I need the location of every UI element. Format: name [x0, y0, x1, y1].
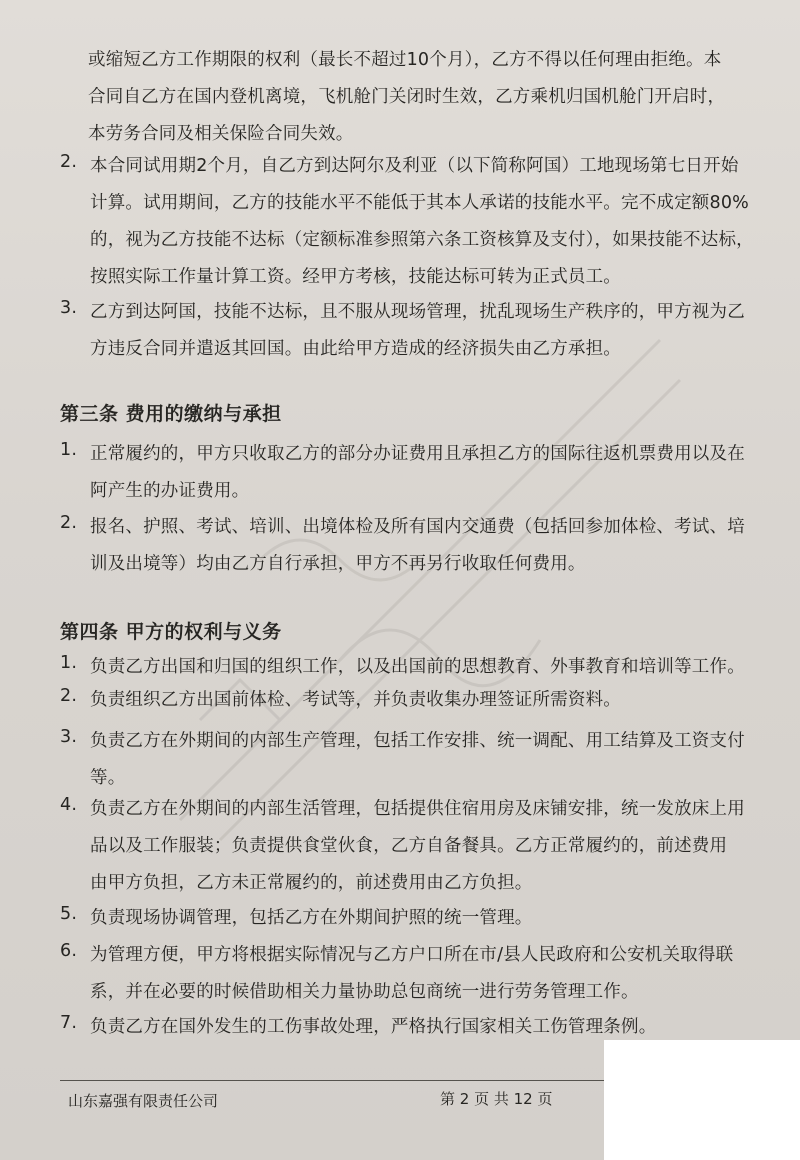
text-line: 负责乙方出国和归国的组织工作，以及出国前的思想教育、外事教育和培训等工作。: [90, 657, 745, 677]
text-line: 报名、护照、考试、培训、出境体检及所有国内交通费（包括回参加体检、考试、培: [90, 517, 745, 537]
text-line: 负责乙方在国外发生的工伤事故处理，严格执行国家相关工伤管理条例。: [90, 1017, 657, 1037]
text-line: 由甲方负担，乙方未正常履约的，前述费用由乙方负担。: [90, 873, 533, 893]
text-line: 阿产生的办证费用。: [90, 481, 250, 501]
text-line: 训及出境等）均由乙方自行承担，甲方不再另行收取任何费用。: [90, 554, 586, 574]
item-number: 2.: [60, 513, 78, 533]
item-number: 3.: [60, 727, 78, 747]
text-line: 品以及工作服装；负责提供食堂伙食，乙方自备餐具。乙方正常履约的，前述费用: [90, 836, 728, 856]
blank-patch: [604, 1040, 800, 1160]
footer-company: 山东嘉强有限责任公司: [68, 1092, 219, 1110]
text-line: 等。: [90, 768, 126, 788]
item-number: 2.: [60, 686, 78, 706]
article-4-title: 第四条 甲方的权利与义务: [60, 621, 282, 643]
article-3-title: 第三条 费用的缴纳与承担: [60, 403, 282, 425]
text-line: 本劳务合同及相关保险合同失效。: [88, 124, 354, 144]
text-line: 或缩短乙方工作期限的权利（最长不超过10个月），乙方不得以任何理由拒绝。本: [88, 50, 722, 70]
text-line: 方违反合同并遣返其回国。由此给甲方造成的经济损失由乙方承担。: [90, 339, 621, 359]
text-line: 系，并在必要的时候借助相关力量协助总包商统一进行劳务管理工作。: [90, 982, 639, 1002]
text-line: 负责乙方在外期间的内部生活管理，包括提供住宿用房及床铺安排，统一发放床上用: [90, 799, 745, 819]
item-number: 2.: [60, 152, 78, 172]
text-line: 为管理方便，甲方将根据实际情况与乙方户口所在市/县人民政府和公安机关取得联: [90, 945, 734, 965]
text-line: 的，视为乙方技能不达标（定额标准参照第六条工资核算及支付），如果技能不达标，: [90, 230, 754, 250]
text-line: 负责组织乙方出国前体检、考试等，并负责收集办理签证所需资料。: [90, 690, 621, 710]
text-line: 正常履约的，甲方只收取乙方的部分办证费用且承担乙方的国际往返机票费用以及在: [90, 444, 745, 464]
text-line: 合同自乙方在国内登机离境，飞机舱门关闭时生效，乙方乘机归国机舱门开启时，: [88, 87, 726, 107]
stamp-watermark: [140, 300, 700, 860]
text-line: 本合同试用期2个月，自乙方到达阿尔及利亚（以下简称阿国）工地现场第七日开始: [90, 156, 739, 176]
item-number: 5.: [60, 904, 78, 924]
page-number: 第 2 页 共 12 页: [440, 1090, 553, 1108]
item-number: 4.: [60, 795, 78, 815]
text-line: 计算。试用期间，乙方的技能水平不能低于其本人承诺的技能水平。完不成定额80%: [90, 193, 749, 213]
item-number: 1.: [60, 440, 78, 460]
item-number: 1.: [60, 653, 78, 673]
text-line: 乙方到达阿国，技能不达标，且不服从现场管理，扰乱现场生产秩序的，甲方视为乙: [90, 302, 745, 322]
text-line: 负责现场协调管理，包括乙方在外期间护照的统一管理。: [90, 908, 533, 928]
item-number: 7.: [60, 1013, 78, 1033]
item-number: 6.: [60, 941, 78, 961]
text-line: 按照实际工作量计算工资。经甲方考核，技能达标可转为正式员工。: [90, 267, 621, 287]
footer-divider: [60, 1080, 620, 1081]
item-number: 3.: [60, 298, 78, 318]
text-line: 负责乙方在外期间的内部生产管理，包括工作安排、统一调配、用工结算及工资支付: [90, 731, 745, 751]
